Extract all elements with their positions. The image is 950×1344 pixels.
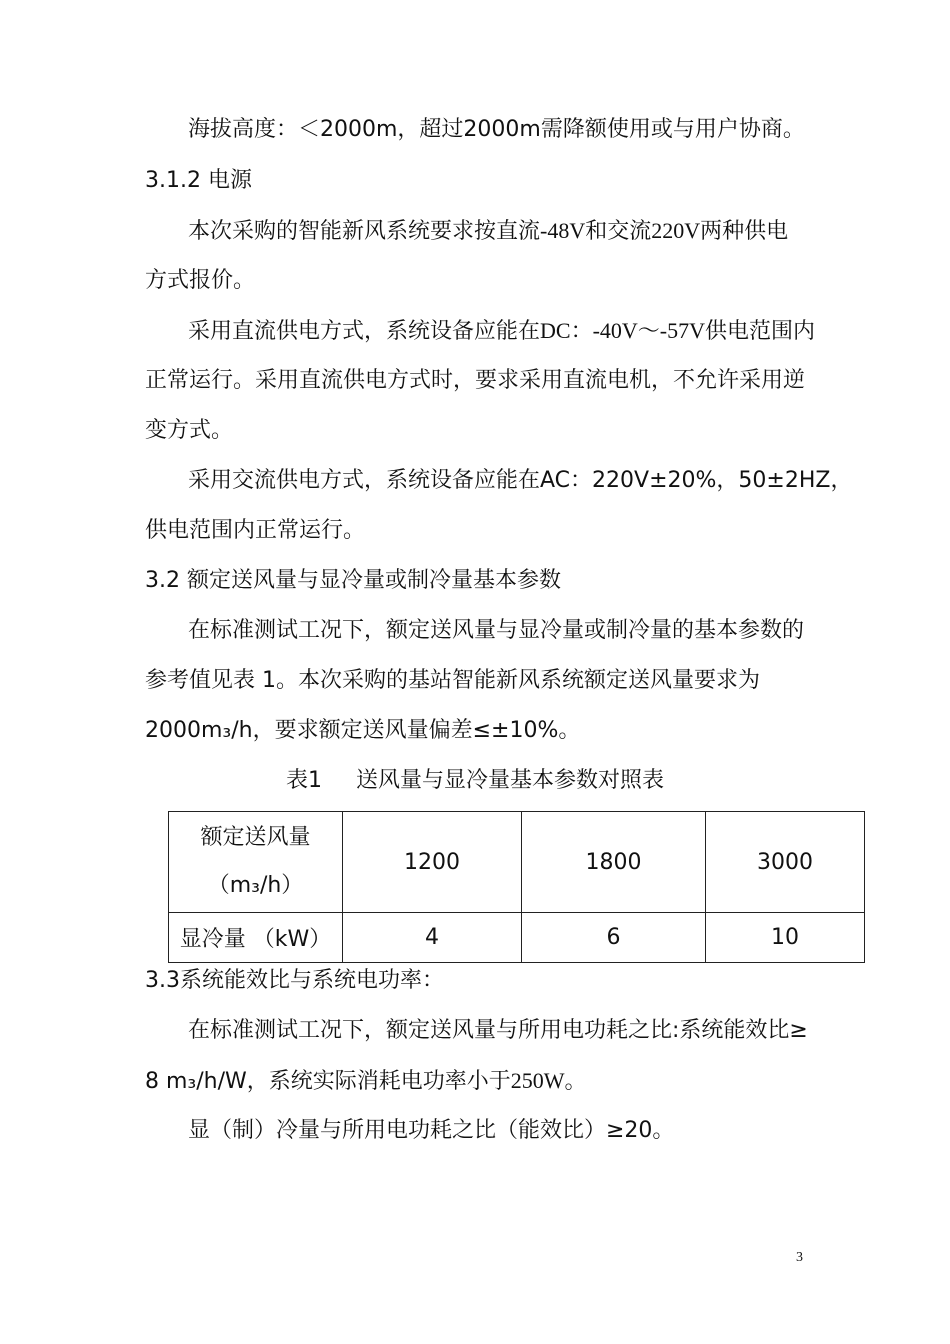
text-run: -48V [540, 218, 586, 243]
table-row [169, 913, 865, 963]
table-caption-title: 送风量与显冷量基本参数对照表 [355, 768, 664, 793]
section-heading-3-3: 3.3系统能效比与系统电功率： [145, 968, 444, 993]
text-run: 8 m₃/h/W，系统实际消耗电功率小于 [145, 1069, 511, 1094]
dc-paragraph-line-1 [188, 316, 815, 347]
dc-paragraph-line-2: 正常运行。采用直流供电方式时，要求采用直流电机，不允许采用逆 [145, 368, 806, 393]
efficiency-paragraph-line-1: 在标准测试工况下，额定送风量与所用电功耗之比:系统能效比≥ [188, 1018, 808, 1043]
ac-paragraph-line-1: 采用交流供电方式，系统设备应能在AC：220V±20%，50±2HZ， [188, 468, 853, 493]
text-run: 250W [510, 1068, 565, 1093]
efficiency-paragraph-line-3: 显（制）冷量与所用电功耗之比（能效比）≥20。 [188, 1118, 675, 1143]
params-paragraph-line-1: 在标准测试工况下，额定送风量与显冷量或制冷量的基本参数的 [188, 618, 805, 643]
table-cell: 4 [343, 913, 522, 963]
text-run: DC：-40V～-57V [540, 318, 706, 343]
power-paragraph-line-1 [188, 216, 788, 247]
altitude-paragraph: 海拔高度：＜2000m，超过2000m需降额使用或与用户协商。 [188, 117, 805, 142]
page-number: 3 [796, 1250, 803, 1265]
airflow-label-line-1: 额定送风量 [200, 825, 311, 850]
ac-paragraph-line-2: 供电范围内正常运行。 [145, 518, 366, 543]
params-paragraph-line-3: 2000m₃/h，要求额定送风量偏差≤±10%。 [145, 718, 581, 743]
table-cell: 3000 [706, 812, 865, 913]
params-paragraph-line-2: 参考值见表 1。本次采购的基站智能新风系统额定送风量要求为 [145, 668, 760, 693]
efficiency-paragraph-line-2 [145, 1066, 587, 1097]
text-run: 本次采购的智能新风系统要求按直流 [188, 219, 541, 244]
table-cell-cooling-label: 显冷量 （kW） [169, 913, 343, 963]
table-cell: 1800 [522, 812, 706, 913]
text-run: 采用直流供电方式，系统设备应能在 [188, 319, 541, 344]
text-run: 供电范围内 [705, 319, 816, 344]
text-run: 和交流 [585, 219, 652, 244]
text-run: 220V [651, 218, 701, 243]
table-cell: 10 [706, 913, 865, 963]
table-cell: 1200 [343, 812, 522, 913]
text-run: 两种供电 [700, 219, 789, 244]
table-caption [0, 766, 950, 796]
section-heading-3-1-2: 3.1.2 电源 [145, 168, 252, 193]
dc-paragraph-line-3: 变方式。 [145, 418, 234, 443]
table-row [169, 812, 865, 913]
power-paragraph-line-2: 方式报价。 [145, 268, 256, 293]
table-cell: 6 [522, 913, 706, 963]
table-caption-number: 表1 [285, 768, 322, 793]
airflow-label-line-2: （m₃/h） [207, 873, 304, 898]
text-run: 。 [564, 1069, 587, 1094]
table-cell-airflow-label [169, 812, 343, 913]
section-heading-3-2: 3.2 额定送风量与显冷量或制冷量基本参数 [145, 568, 561, 593]
parameter-table [168, 811, 865, 963]
